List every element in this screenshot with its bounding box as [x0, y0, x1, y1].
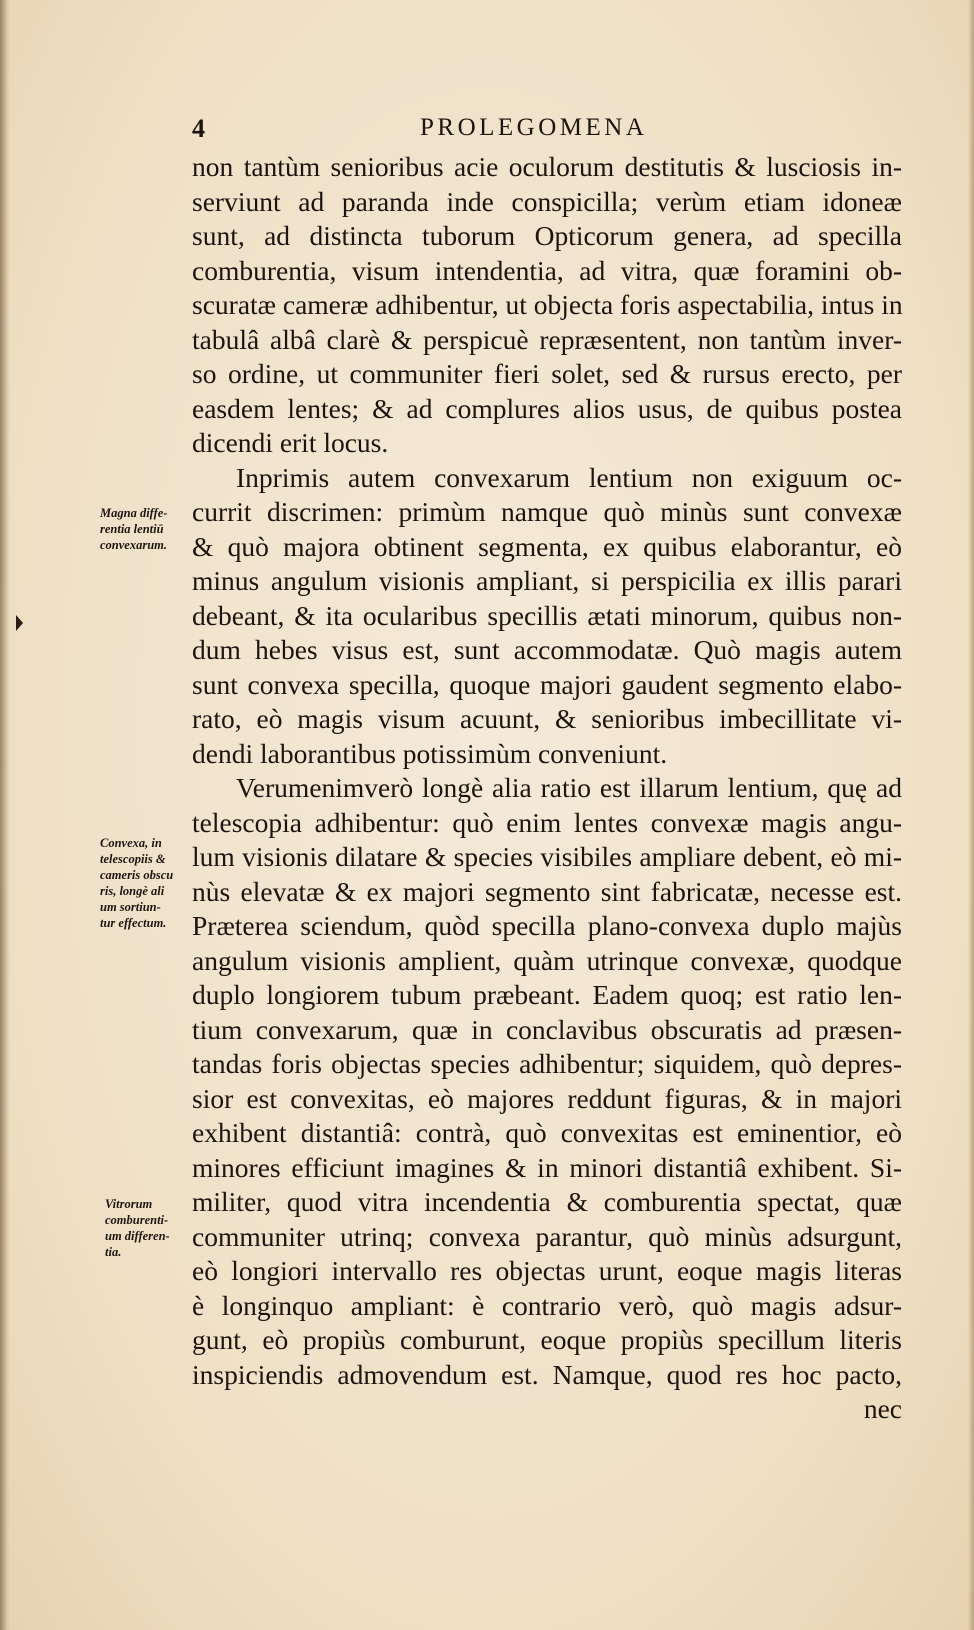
body-text: [192, 150, 902, 1427]
text-line: duplo longiorem tubum præbeant. Eadem quoq; est ratio len-: [192, 979, 902, 1010]
margin-note: [100, 835, 188, 931]
text-line: minus angulum visionis ampliant, si perspicilia ex illis parari: [192, 565, 902, 596]
margin-note-line: um differen-: [105, 1229, 170, 1243]
text-line: nùs elevatæ & ex majori segmento sint fabricatæ, necesse est.: [192, 875, 902, 907]
text-line: dicendi erit locus.: [192, 427, 389, 458]
page-gutter-shadow: [0, 0, 10, 1630]
text-line: communiter utrinq; convexa parantur, quò minùs adsurgunt,: [192, 1220, 902, 1252]
text-line: serviunt ad paranda inde conspicilla; verùm etiam idoneæ: [192, 185, 902, 217]
margin-note-line: cameris obscu: [100, 868, 174, 882]
page-number: 4: [192, 114, 205, 143]
text-line: gunt, eò propiùs comburunt, eoque propiùs specillum literis: [192, 1324, 902, 1355]
text-line: sunt, ad distincta tuborum Opticorum genera, ad specilla: [192, 220, 902, 251]
margin-note-line: ris, longè ali: [100, 884, 165, 898]
text-line: debeant, & ita ocularibus specillis ætati minorum, quibus non-: [192, 599, 902, 631]
margin-note-line: comburenti-: [105, 1213, 169, 1227]
text-line: militer, quod vitra incendentia & comburentia spectat, quæ: [192, 1186, 902, 1217]
margin-note-line: telescopiis &: [100, 852, 166, 866]
running-head: PROLEGOMENA: [420, 114, 648, 141]
text-line: dendi laborantibus potissimùm conveniunt.: [192, 737, 668, 769]
text-line: exhibent distantiâ: contrà, quò convexitas est eminentior, eò: [192, 1117, 902, 1148]
text-line: scuratæ cameræ adhibentur, ut objecta foris aspectabilia, intus in: [192, 289, 903, 320]
catchword: nec: [863, 1393, 902, 1424]
text-line: & quò majora obtinent segmenta, ex quibus elaborantur, eò: [192, 530, 902, 562]
margin-note-line: Magna diffe-: [100, 506, 168, 520]
text-line: tabulâ albâ clarè & perspicuè repræsentent, non tantùm inver-: [192, 323, 902, 355]
text-line: lum visionis dilatare & species visibiles ampliare debent, eò mi-: [192, 841, 902, 872]
margin-note: [105, 1196, 193, 1260]
text-line: sior est convexitas, eò majores reddunt figuras, & in majori: [192, 1082, 902, 1114]
margin-note-line: convexarum.: [100, 538, 168, 552]
page-edge-shadow: [968, 0, 974, 1630]
text-line: inspiciendis admovendum est. Namque, quod res hoc pacto,: [192, 1358, 902, 1390]
margin-note-line: tur effectum.: [100, 916, 167, 930]
text-line: dum hebes visus est, sunt accommodatæ. Quò magis autem: [192, 634, 902, 665]
margin-note-line: rentia lentiū: [100, 522, 164, 536]
text-line: Præterea sciendum, quòd specilla plano-convexa duplo majùs: [192, 910, 902, 941]
text-line: sunt convexa specilla, quoque majori gaudent segmento elabo-: [192, 668, 902, 700]
text-line: tandas foris objectas species adhibentur; siquidem, quò depres-: [192, 1048, 902, 1079]
text-line: eò longiori intervallo res objectas urunt, eoque magis literas: [192, 1255, 902, 1286]
text-line: è longinquo ampliant: è contrario verò, quò magis adsur-: [192, 1289, 902, 1321]
text-line: minores efficiunt imagines & in minori distantiâ exhibent. Si-: [192, 1151, 902, 1183]
text-line: tium convexarum, quæ in conclavibus obscuratis ad præsen-: [192, 1013, 902, 1045]
margin-note: [100, 505, 188, 553]
margin-note-line: Vitrorum: [105, 1197, 153, 1211]
text-line: Inprimis autem convexarum lentium non exiguum oc-: [236, 461, 902, 493]
margin-note-line: tia.: [105, 1245, 122, 1259]
binding-mark: [16, 615, 23, 631]
margin-note-line: um sortiun-: [100, 900, 161, 914]
text-line: non tantùm senioribus acie oculorum destitutis & lusciosis in-: [192, 151, 902, 182]
text-line: Verumenimverò longè alia ratio est illarum lentium, quę ad: [236, 772, 902, 803]
text-line: telescopia adhibentur: quò enim lentes convexæ magis angu-: [192, 806, 902, 838]
text-line: rato, eò magis visum acuunt, & senioribus imbecillitate vi-: [192, 703, 902, 734]
text-line: currit discrimen: primùm namque quò minùs sunt convexæ: [192, 496, 902, 527]
text-line: so ordine, ut communiter fieri solet, sed & rursus erecto, per: [192, 358, 902, 389]
text-line: comburentia, visum intendentia, ad vitra, quæ foramini ob-: [192, 254, 902, 286]
text-line: angulum visionis amplient, quàm utrinque convexæ, quodque: [192, 944, 902, 976]
margin-note-line: Convexa, in: [100, 836, 162, 850]
text-line: easdem lentes; & ad complures alios usus, de quibus postea: [192, 392, 902, 424]
